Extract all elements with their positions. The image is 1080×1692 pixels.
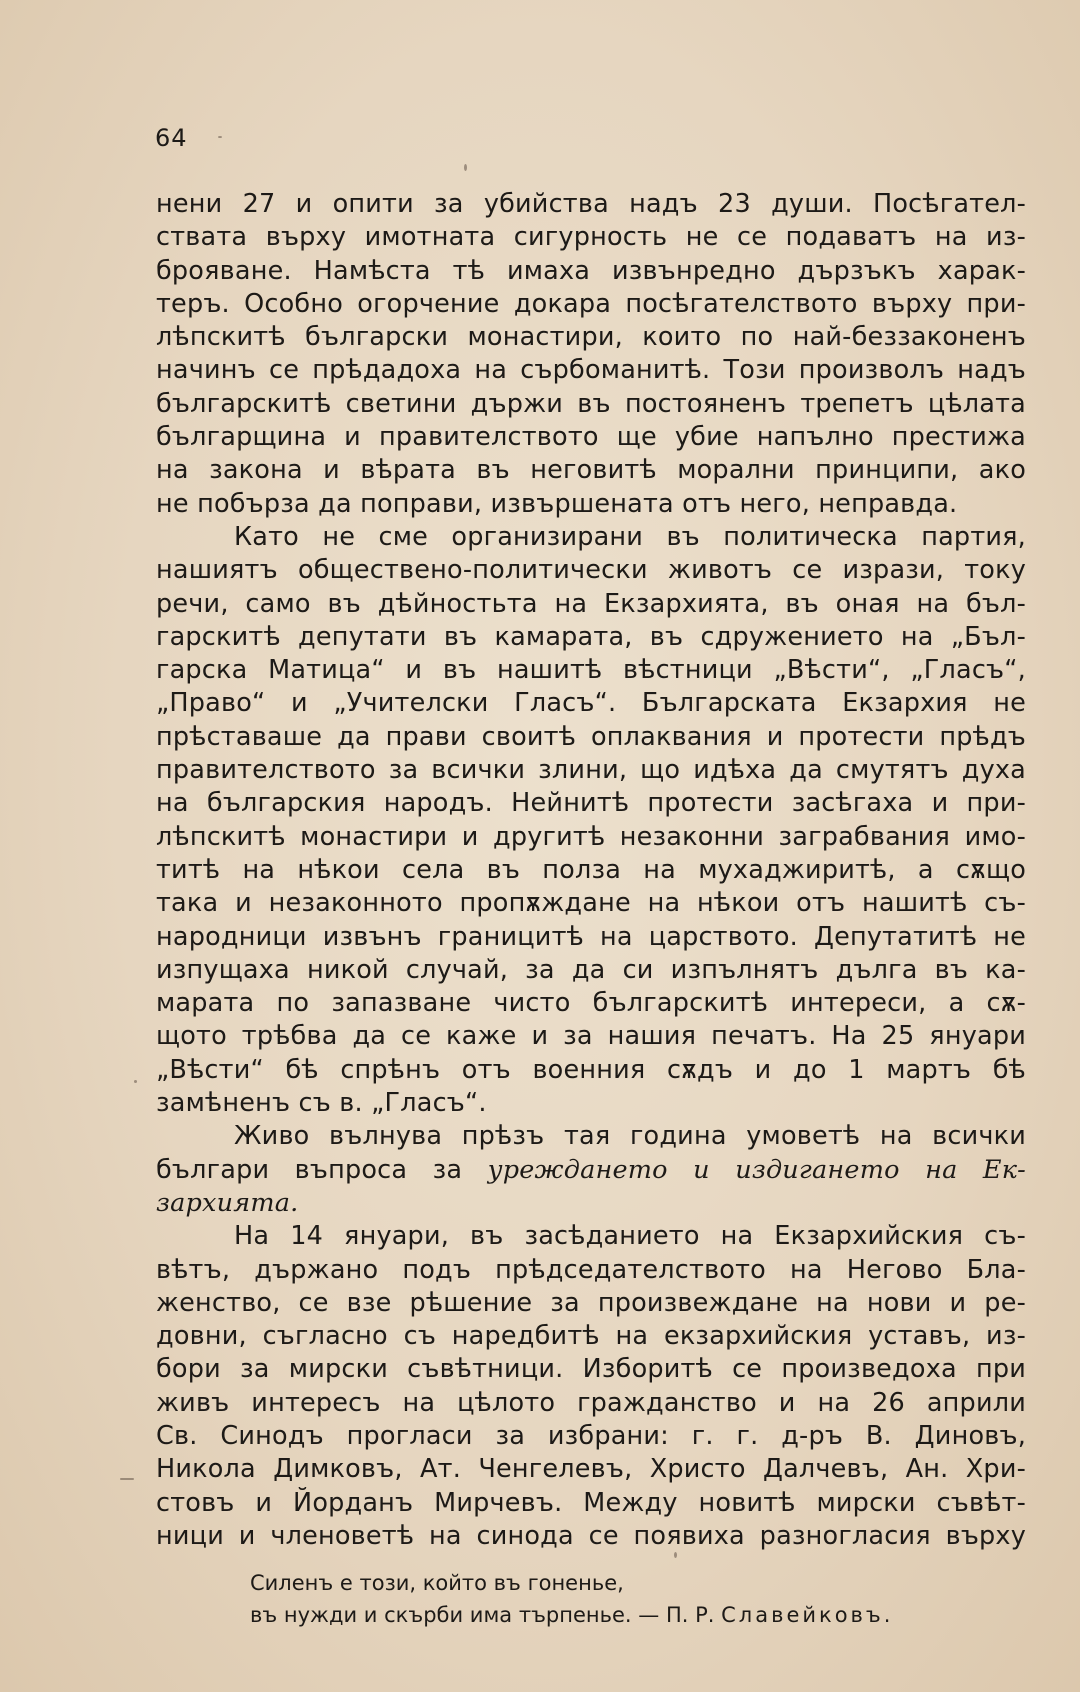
text-line: ствата върху имотната сигурность не се подаватъ на из- <box>156 222 1026 253</box>
text-line: нашиятъ обществено-политически животъ се изрази, току <box>156 555 1026 586</box>
italic-heading-segment: урежданетo и издиганетo на Ек- <box>487 1154 1026 1185</box>
text-line: „Вѣсти“ бѣ спрѣнъ отъ военния сѫдъ и до 1 мартъ бѣ <box>156 1054 1026 1085</box>
text-line: стовъ и Йорданъ Мирчевъ. Между новитѣ мирски съвѣт- <box>156 1487 1026 1518</box>
text-line: така и незаконното пропѫждане на нѣкои отъ нашитѣ съ- <box>156 888 1026 919</box>
body-text <box>156 188 1026 1553</box>
paper-speck <box>134 1080 137 1083</box>
epigraph-line: Силенъ е този, който въ гоненье, <box>250 1571 624 1595</box>
text-line: щото трѣбва да се каже и за нашия печатъ. На 25 януари <box>156 1021 1026 1052</box>
epigraph-author: Славейковъ. <box>721 1603 894 1627</box>
text-segment: българи въпроса за <box>156 1154 463 1185</box>
text-line: гарска Матица“ и въ нашитѣ вѣстници „Вѣсти“, „Гласъ“, <box>156 655 1026 686</box>
text-line: „Право“ и „Учителски Гласъ“. Българската Екзархия не <box>156 688 1026 719</box>
text-line: бори за мирски съвѣтници. Изборитѣ се произведоха при <box>156 1354 1026 1385</box>
paper-speck <box>218 136 222 138</box>
page-number: 64 <box>155 124 188 152</box>
text-line: българскитѣ светини държи въ постояненъ трепетъ цѣлата <box>156 388 1026 419</box>
text-line: начинъ се прѣдадоха на сърбоманитѣ. Този произволъ надъ <box>156 355 1026 386</box>
text-line: теръ. Особно огорчение докара посѣгателството върху при- <box>156 288 1026 319</box>
text-line: Никола Димковъ, Ат. Ченгелевъ, Христо Далчевъ, Ан. Хри- <box>156 1454 1026 1485</box>
paragraph-start-line: На 14 януари, въ засѣданието на Екзархийския съ- <box>234 1221 1026 1252</box>
text-line: вѣтъ, държано подъ прѣдседателството на Негово Бла- <box>156 1254 1026 1285</box>
paragraph-start-line: Като не сме организирани въ политическа партия, <box>234 521 1026 552</box>
paragraph-start-line: Живо вълнува прѣзъ тая година умоветѣ на всички <box>234 1121 1026 1152</box>
text-line: брояване. Намѣста тѣ имаха извънредно дързъкъ харак- <box>156 255 1026 286</box>
epigraph-text: въ нужди и скърби има търпенье. — П. Р. <box>250 1603 715 1627</box>
text-line: не побърза да поправи, извършената отъ него, неправда. <box>156 488 958 519</box>
text-line: живъ интересъ на цѣлото гражданство и на 26 априли <box>156 1387 1026 1418</box>
text-line: народници извънъ границитѣ на царството. Депутатитѣ не <box>156 921 1026 952</box>
text-line: лѣпскитѣ български монастири, които по най-беззаконенъ <box>156 322 1026 353</box>
paper-speck <box>674 1552 677 1558</box>
text-line: българщина и правителството ще убие напълно престижа <box>156 422 1026 453</box>
text-line: гарскитѣ депутати въ камарата, въ сдружението на „Бъл- <box>156 621 1026 652</box>
text-line: ници и членоветѣ на синода се появиха разногласия върху <box>156 1520 1026 1551</box>
italic-heading-line: зархията. <box>156 1187 299 1218</box>
text-line: замѣненъ съ в. „Гласъ“. <box>156 1088 487 1119</box>
text-line: нени 27 и опити за убийства надъ 23 души. Посѣгател- <box>156 189 1026 219</box>
epigraph-line <box>250 1599 1010 1631</box>
epigraph <box>250 1567 1010 1631</box>
paper-speck <box>120 1478 134 1480</box>
text-line: прѣставаше да прави своитѣ оплаквания и протести прѣдъ <box>156 721 1026 752</box>
text-line: лѣпскитѣ монастири и другитѣ незаконни заграбвания имо- <box>156 821 1026 852</box>
mixed-line <box>156 1154 1026 1187</box>
text-line: довни, съгласно съ наредбитѣ на екзархийския уставъ, из- <box>156 1321 1026 1352</box>
text-line: Св. Синодъ прогласи за избрани: г. г. д-ръ В. Диновъ, <box>156 1420 1026 1451</box>
text-line: женство, се взе рѣшение за произвеждане на нови и ре- <box>156 1287 1026 1318</box>
text-line: на закона и вѣрата въ неговитѣ морални принципи, ако <box>156 455 1026 486</box>
text-line: речи, само въ дѣйностьта на Екзархията, въ оная на бъл- <box>156 588 1026 619</box>
text-line: марата по запазване чисто българскитѣ интереси, а сѫ- <box>156 988 1026 1019</box>
text-line: титѣ на нѣкои села въ полза на мухаджиритѣ, а сѫщо <box>156 854 1026 885</box>
text-line: изпущаха никой случай, за да си изпълнятъ дълга въ ка- <box>156 954 1026 985</box>
text-line: на българския народъ. Нейнитѣ протести засѣгаха и при- <box>156 788 1026 819</box>
text-line: правителството за всички злини, що идѣха да смутятъ духа <box>156 755 1026 786</box>
paper-speck <box>464 164 467 171</box>
